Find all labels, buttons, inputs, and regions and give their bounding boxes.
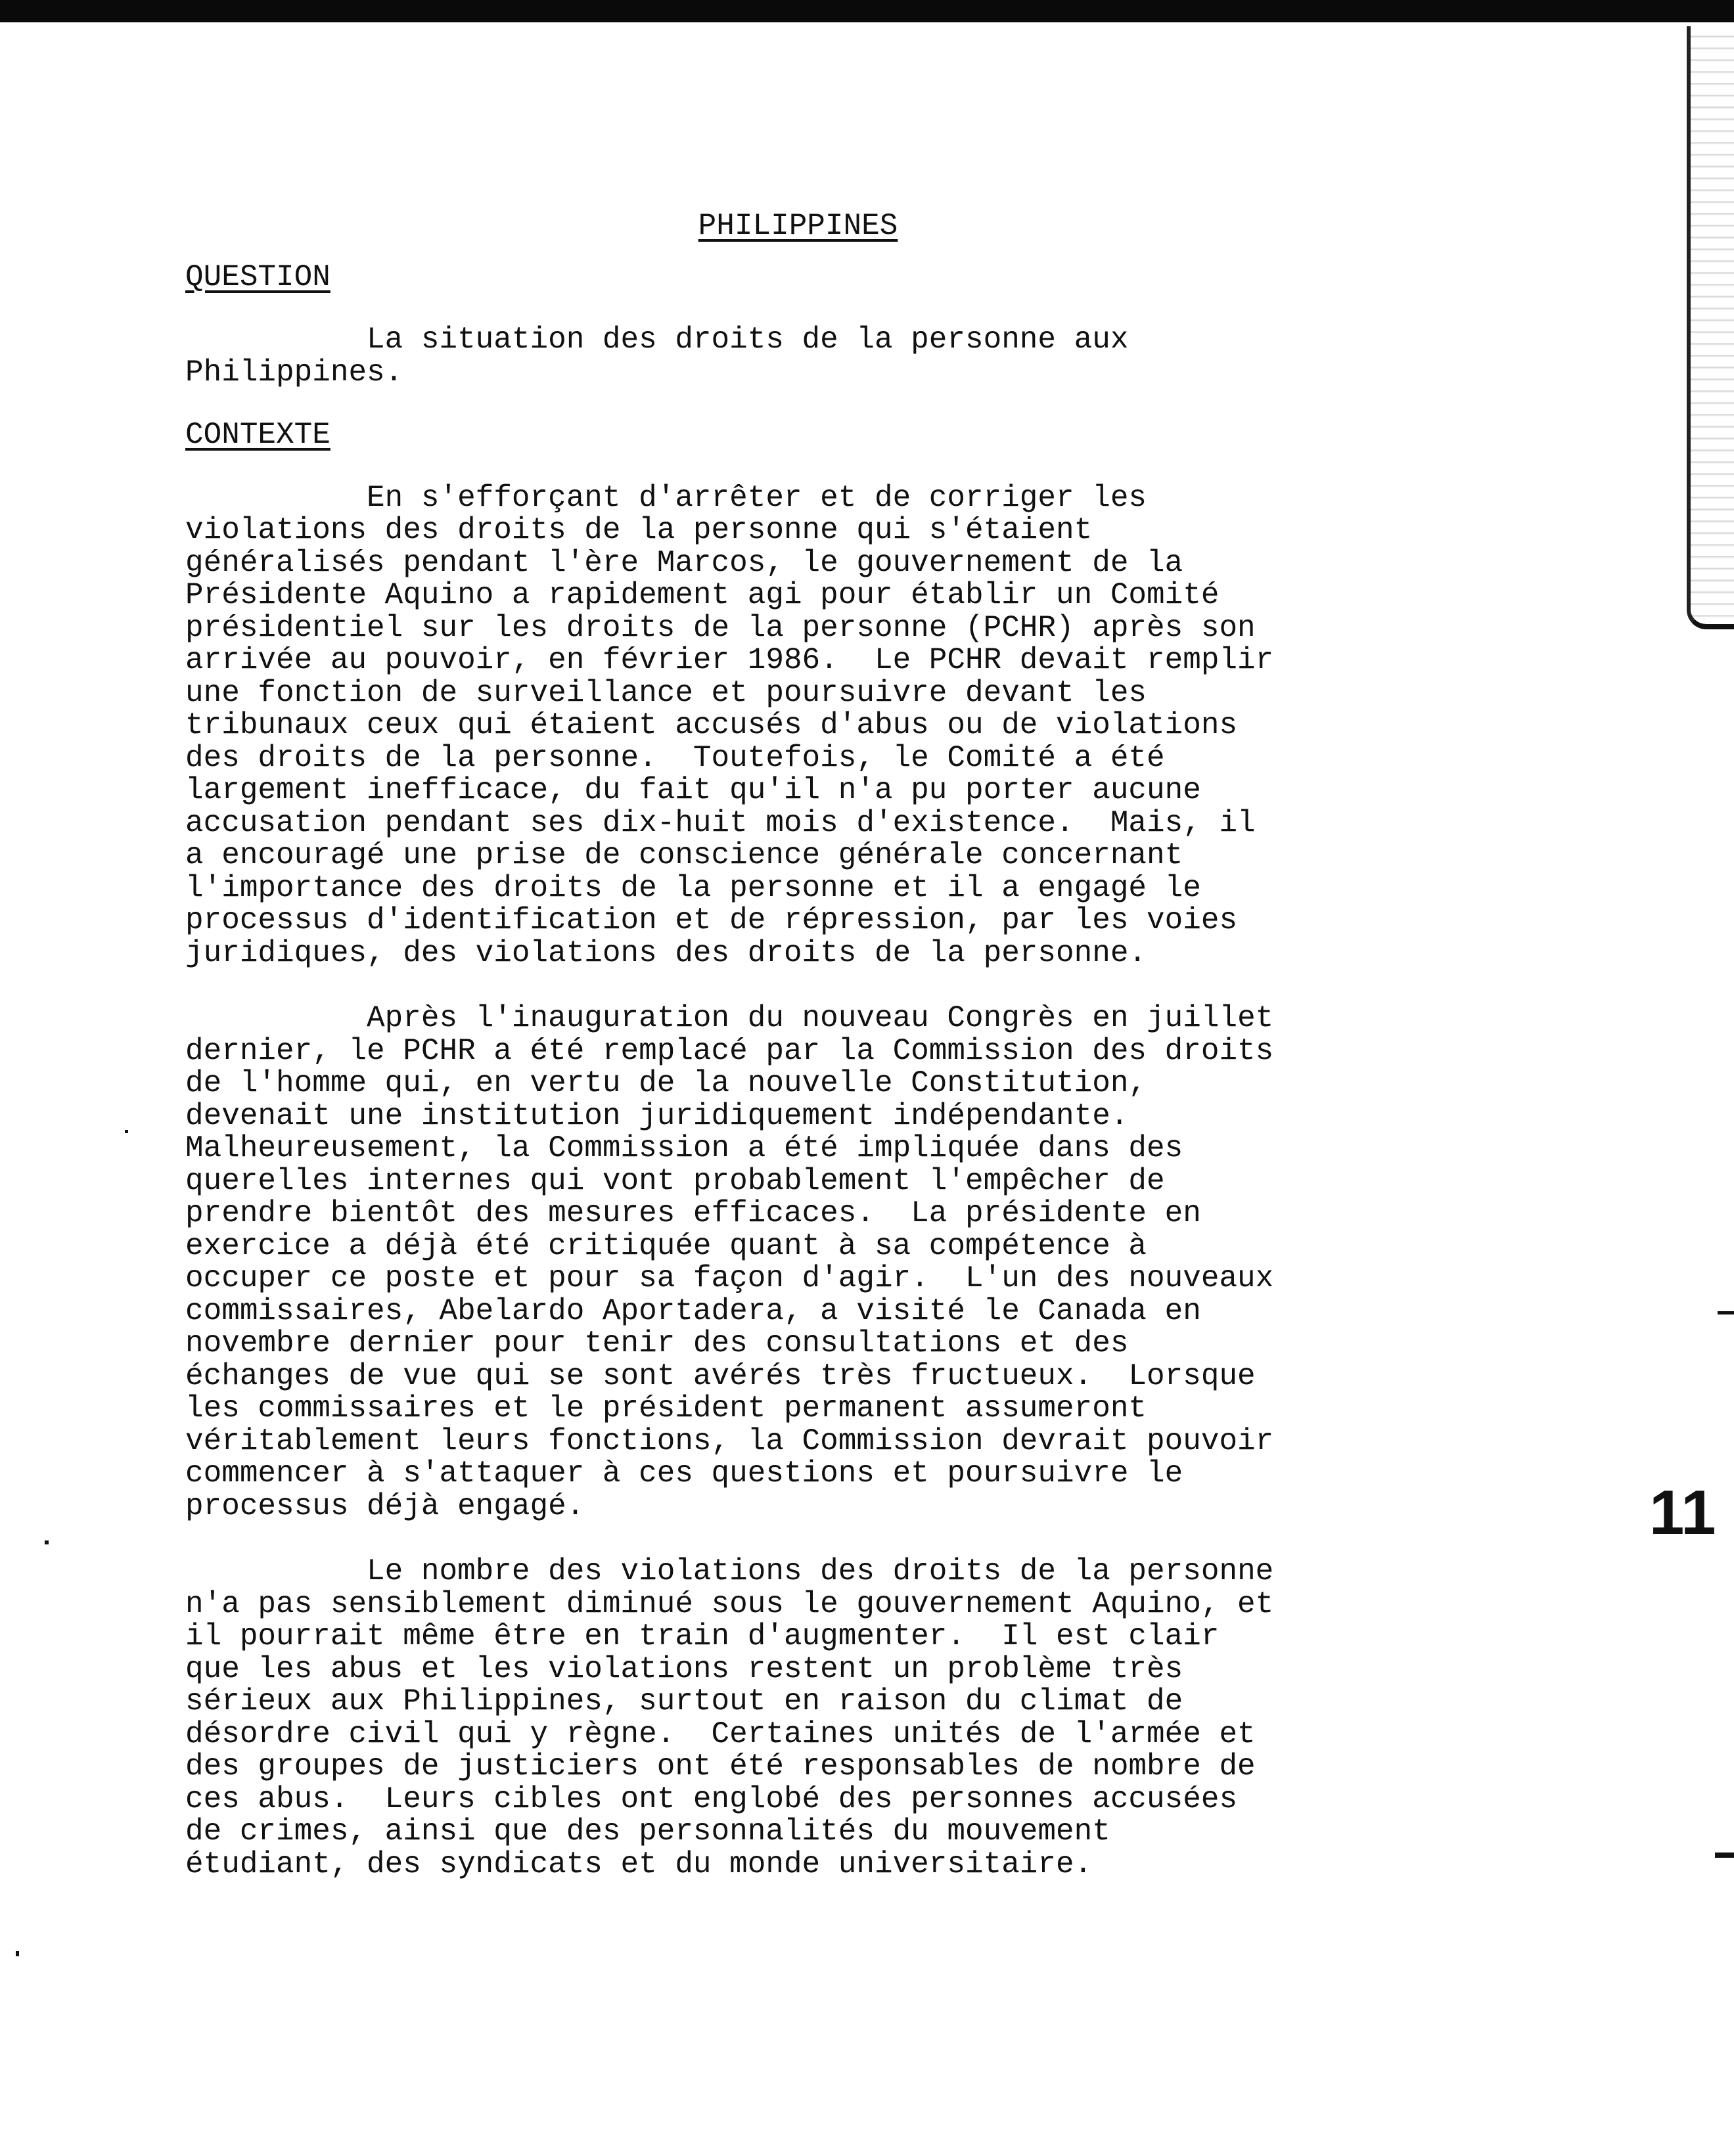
question-heading: QUESTION — [185, 259, 331, 294]
spacer — [185, 1523, 1388, 1556]
scan-speck — [125, 1130, 128, 1133]
page-number: 11 — [1649, 1477, 1716, 1548]
context-paragraph-2: Après l'inauguration du nouveau Congrès en juillet dernier, le PCHR a été remplacé par la Commission des droits de l'homme qui, en vertu de la nouvelle Constitution, devenait une institution juridiquement indépendante. Malheureusement, la Commission a été impliquée dans des querelles internes qui vont probablement l'empêcher de prendre bientôt des mesures efficaces. La présidente en exercice a déjà été critiquée quant à sa compétence à occuper ce poste et pour sa façon d'agir. L'un des nouveaux commissaires, Abelardo Aportadera, a visité le Canada en novembre dernier pour tenir des consultations et des échanges de vue qui se sont avérés très fructueux. Lorsque les commissaires et le président permanent assumeront véritablement leurs fonctions, la Commission devrait pouvoir commencer à s'attaquer à ces questions et poursuivre le processus déjà engagé. — [185, 1001, 1274, 1523]
spacer — [185, 389, 1388, 419]
context-paragraph-3: Le nombre des violations des droits de la personne n'a pas sensiblement diminué sous le gouvernement Aquino, et il pourrait même être en train d'augmenter. Il est clair que les abus et les violations restent un problème très sérieux aux Philippines, surtout en raison du climat de désordre civil qui y règne. Certaines unités de l'armée et des groupes de justiciers ont été responsables de nombre de ces abus. Leurs cibles ont englobé des personnes accusées de crimes, ainsi que des personnalités du mouvement étudiant, des syndicats et du monde universitaire. — [185, 1554, 1274, 1881]
document-title: PHILIPPINES — [698, 209, 898, 243]
scan-top-border — [0, 0, 1734, 22]
scan-binder-edge — [1687, 26, 1734, 629]
question-paragraph: La situation des droits de la personne aux Philippines. — [185, 323, 1129, 390]
context-heading: CONTEXTE — [185, 418, 331, 452]
document-page — [185, 210, 1388, 1881]
context-paragraph-1: En s'efforçant d'arrêter et de corriger les violations des droits de la personne qui s'étaient généralisés pendant l'ère Marcos, le gouvernement de la Présidente Aquino a rapidement agi pour établir un Comité présidentiel sur les droits de la personne (PCHR) après son arrivée au pouvoir, en février 1986. Le PCHR devait remplir une fonction de surveillance et poursuivre devant les tribunaux ceux qui étaient accusés d'abus ou de violations des droits de la personne. Toutefois, le Comité a été largement inefficace, du fait qu'il n'a pu porter aucune accusation pendant ses dix-huit mois d'existence. Mais, il a encouragé une prise de conscience générale concernant l'importance des droits de la personne et il a engagé le processus d'identification et de répression, par les voies juridiques, des violations des droits de la personne. — [185, 480, 1274, 970]
spacer — [185, 452, 1388, 482]
spacer — [185, 294, 1388, 324]
spacer — [185, 970, 1388, 1002]
scan-speck — [16, 1951, 19, 1956]
scan-speck — [45, 1540, 49, 1544]
scan-speck — [1715, 1853, 1734, 1858]
scan-speck — [1718, 1311, 1734, 1314]
